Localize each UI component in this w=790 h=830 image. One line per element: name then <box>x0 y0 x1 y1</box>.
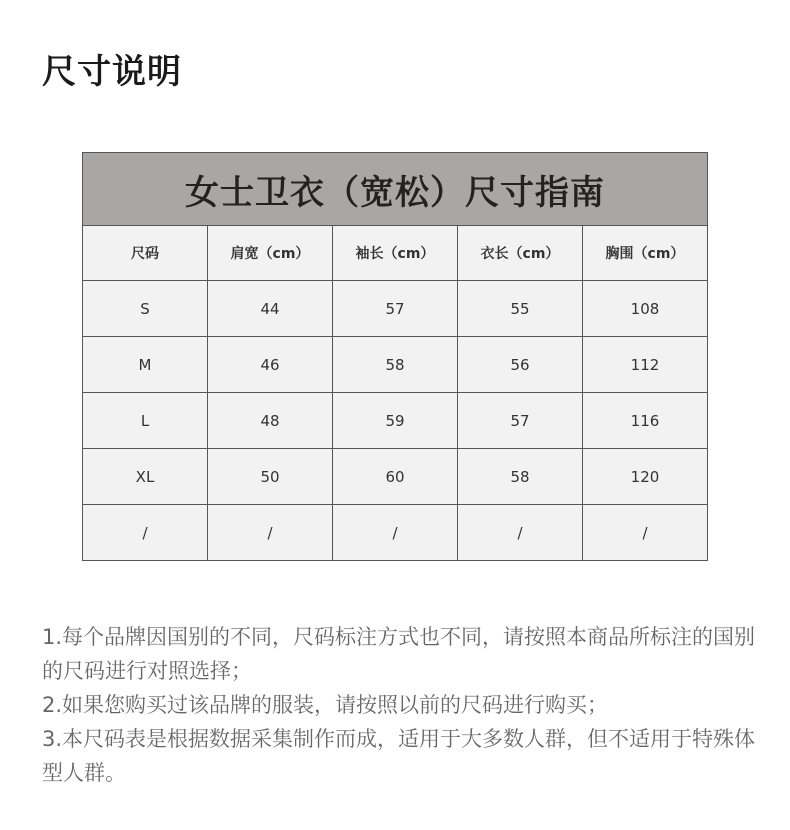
table-cell: 60 <box>333 449 458 505</box>
table-cell: 116 <box>583 393 708 449</box>
table-cell: L <box>83 393 208 449</box>
table-cell: XL <box>83 449 208 505</box>
note-item: 3.本尺码表是根据数据采集制作而成，适用于大多数人群，但不适用于特殊体型人群。 <box>42 727 756 785</box>
table-cell: / <box>458 505 583 561</box>
table-title: 女士卫衣（宽松）尺寸指南 <box>83 153 708 226</box>
table-cell: 59 <box>333 393 458 449</box>
table-cell: M <box>83 337 208 393</box>
table-cell: 48 <box>208 393 333 449</box>
table-cell: / <box>583 505 708 561</box>
table-row <box>83 393 708 449</box>
table-title-row <box>83 153 708 226</box>
table-cell: / <box>83 505 208 561</box>
table-cell: 44 <box>208 281 333 337</box>
table-row <box>83 337 708 393</box>
table-cell: 112 <box>583 337 708 393</box>
table-header-row <box>83 226 708 281</box>
table-row <box>83 449 708 505</box>
table-cell: 108 <box>583 281 708 337</box>
table-row <box>83 281 708 337</box>
table-cell: 56 <box>458 337 583 393</box>
table-cell: 57 <box>333 281 458 337</box>
table-cell: / <box>333 505 458 561</box>
table-cell: 50 <box>208 449 333 505</box>
table-cell: 120 <box>583 449 708 505</box>
table-cell: S <box>83 281 208 337</box>
note-item: 2.如果您购买过该品牌的服装，请按照以前的尺码进行购买； <box>42 693 609 717</box>
table-cell: 57 <box>458 393 583 449</box>
table-cell: / <box>208 505 333 561</box>
header-body-length: 衣长（cm） <box>458 226 583 281</box>
size-chart-table <box>82 152 708 561</box>
header-chest: 胸围（cm） <box>583 226 708 281</box>
size-notes <box>42 620 762 790</box>
header-shoulder-width: 肩宽（cm） <box>208 226 333 281</box>
table-row <box>83 505 708 561</box>
page-title: 尺寸说明 <box>42 52 182 92</box>
header-size: 尺码 <box>83 226 208 281</box>
table-cell: 46 <box>208 337 333 393</box>
table-cell: 55 <box>458 281 583 337</box>
header-sleeve-length: 袖长（cm） <box>333 226 458 281</box>
table-cell: 58 <box>458 449 583 505</box>
note-item: 1.每个品牌因国别的不同，尺码标注方式也不同，请按照本商品所标注的国别的尺码进行对照选择； <box>42 625 756 683</box>
table-cell: 58 <box>333 337 458 393</box>
